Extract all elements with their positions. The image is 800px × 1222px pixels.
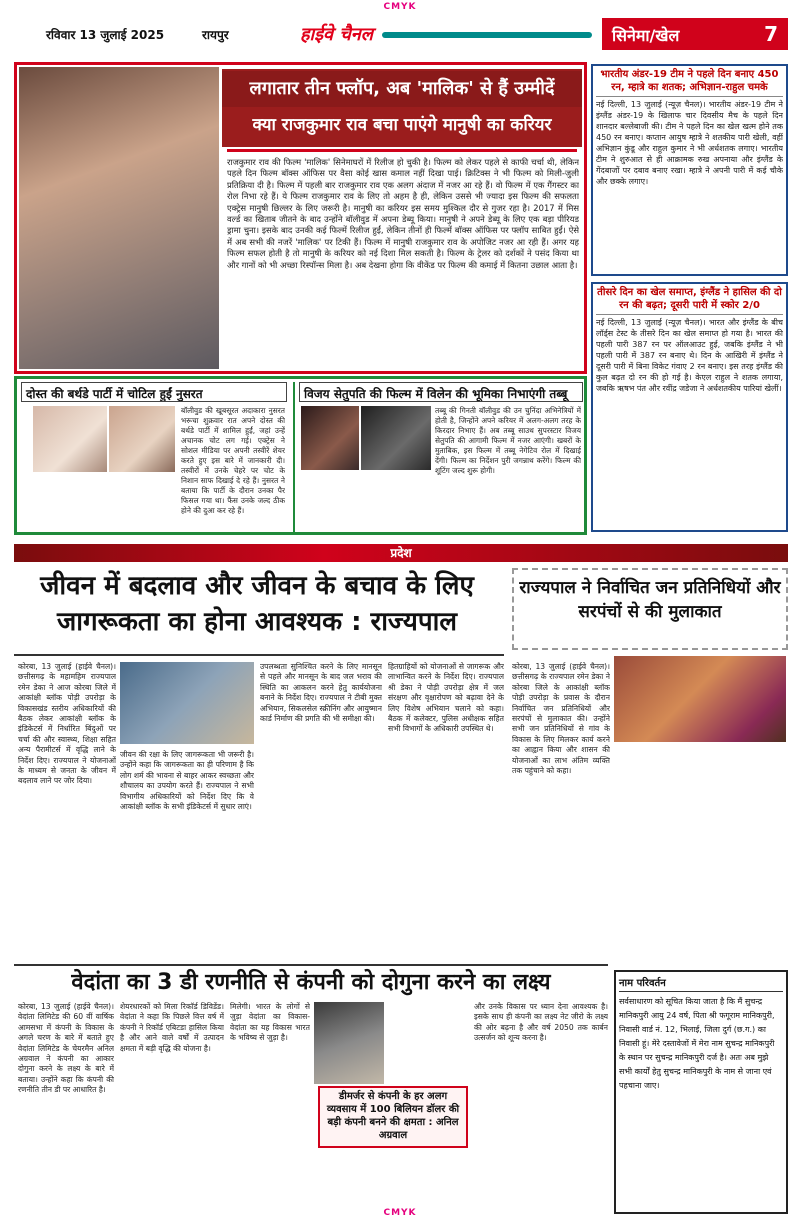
headline-divider [227,149,577,152]
name-change-notice [614,970,788,1214]
tabu-story [293,382,583,532]
pradesh-col-4: हितग्राहियों को योजनाओं से जागरूक और लाभान्वित करने के निर्देश दिए। राज्यपाल श्री डेका ने पोड़ी उपरोड़ा क्षेत्र में जल संरक्षण और वृक्षारोपण को बढ़ावा देने के लिए विशेष अभियान चलाने को कहा। बैठक में कलेक्टर, पुलिस अधीक्षक सहित सभी विभागों के अधिकारी उपस्थित थे। [388,662,504,734]
anil-agarwal-photo [314,1002,384,1084]
pradesh-col-3: उपलब्धता सुनिश्चित करने के लिए मानसून से पहले और मानसून के बाद जल भराव की स्थिति का आकलन करने हेतु कार्ययोजना बनाने के निर्देश दिए। राज्यपाल ने टीबी मुक्त अभियान, सिकलसेल स्क्रीनिंग और आयुष्मान कार्ड निर्माण की प्रगति की भी समीक्षा की। [260,662,382,724]
decorative-bar [382,32,592,38]
notice-title: नाम परिवर्तन [619,975,783,992]
tabu-photo [301,406,359,470]
pradesh-col-2: जीवन की रक्षा के लिए जागरूकता भी जरूरी है। उन्होंने कहा कि जागरूकता का ही परिणाम है कि लोग शर्म की भावना से बाहर आकर स्वच्छता और शौचालय का उपयोग करते हैं। राज्यपाल ने सभी विभागीय अधिकारियों को निर्देश दिए कि वे आकांक्षी ब्लॉक के सभी इंडिकेटर्स में सुधार लाएं। [120,750,254,812]
lead-headline-line1: लगातार तीन फ्लॉप, अब 'मालिक' से हैं उम्मीदें [222,71,582,107]
nusrat-body: बॉलीवुड की खूबसूरत अदाकारा नुसरत भरूचा शुक्रवार रात अपने दोस्त की बर्थडे पार्टी में शामिल हुईं, जहां उन्हें अचानक चोट लग गई। एक्ट्रेस ने सोशल मीडिया पर अपनी तस्वीरें शेयर करते हुए इस बारे में जानकारी दी। तस्वीरों में उनके चेहरे पर चोट के निशान साफ दिखाई दे रहे हैं। नुसरत ने बताया कि पार्टी के दौरान उनका पैर फिसल गया था। फैंस उनके जल्द ठीक होने की दुआ कर रहे हैं। [181,406,285,515]
nusrat-photo [33,406,107,472]
pradesh-side-headline: राज्यपाल ने निर्वाचित जन प्रतिनिधियों और सरपंचों से की मुलाकात [512,568,788,650]
lead-body: राजकुमार राव की फिल्म 'मालिक' सिनेमाघरों में रिलीज हो चुकी है। फिल्म को लेकर पहले से काफी चर्चा थी, लेकिन पहले दिन फिल्म बॉक्स ऑफिस पर वैसा कोई खास कमाल नहीं दिखा पाई। क्रिटिक्स ने भी फिल्म को मिली-जुली प्रतिक्रिया दी है। फिल्म में पहली बार राजकुमार राव एक अलग अंदाज में नजर आ रहे हैं। वो फिल्म में एक गैंगस्टर का रोल निभा रहे हैं। ये फिल्म राजकुमार राव के लिए तो अहम है ही, लेकिन उससे भी ज्यादा इस फिल्म की सफलता एक्ट्रेस मानुषी छिल्लर के लिए जरूरी है। मानुषी का करियर इस समय मुश्किल दौर से गुजर रहा है। 2017 में मिस वर्ल्ड का खिताब जीतने के बाद उन्होंने बॉलीवुड में अपना डेब्यू किया। मानुषी ने अपने डेब्यू के लिए एक बड़ा पीरियड ड्रामा चुना। इसके बाद उनकी कई फिल्में रिलीज हुईं, लेकिन तीनों ही फिल्में बॉक्स ऑफिस पर फ्लॉप साबित हुईं। ऐसे में अब सभी की नजरें 'मालिक' पर टिकी हैं। फिल्म में मानुषी राजकुमार राव के अपोजिट नजर आ रही हैं। अगर यह फिल्म सफल होती है तो मानुषी के करियर को नई दिशा मिल सकती है। फिल्म के ट्रेलर को दर्शकों ने पसंद किया था और गानों को भी अच्छा रिस्पॉन्स मिला है। अब देखना होगा कि वीकेंड पर फिल्म की कमाई में कितना उछाल आता है। [227,157,579,270]
sidebar-body-2: नई दिल्ली, 13 जुलाई (न्यूज़ चैनल)। भारत और इंग्लैंड के बीच लॉर्ड्स टेस्ट के तीसरे दिन का खेल समाप्त हो गया है। भारत की पहली पारी 387 रन पर ऑलआउट हुई, जबकि इंग्लैंड ने भी पहली पारी में 387 रन बनाए थे। दिन के आखिरी में इंग्लैंड ने दूसरी पारी में बिना विकेट गंवाए 2 रन बनाए। इस तरह इंग्लैंड की कुल बढ़त दो रन की हो गई है। केएल राहुल ने शतक लगाया, जबकि ऋषभ पंत और रवींद्र जडेजा ने अर्धशतकीय पारियां खेलीं। [596,318,783,393]
lead-headline [222,69,582,147]
nusrat-story [21,382,287,532]
pull-quote: डीमर्जर से कंपनी के हर अलग व्यवसाय में 100 बिलियन डॉलर की बड़ी कंपनी बनने की क्षमता : अनिल अग्रवाल [318,1086,468,1148]
actress-photo [19,67,219,369]
issue-date: रविवार 13 जुलाई 2025 [46,28,165,42]
sidebar-headline-1: भारतीय अंडर-19 टीम ने पहले दिन बनाए 450 रन, म्हात्रे का शतक; अभिज्ञान-राहुल चमके [596,68,783,97]
pradesh-lead-headline: जीवन में बदलाव और जीवन के बचाव के लिए जागरूकता का होना आवश्यक : राज्यपाल [40,571,474,637]
lead-story [14,62,587,374]
pradesh-banner: प्रदेश [14,544,788,562]
governor-photo [614,656,786,742]
sidebar-body-1: नई दिल्ली, 13 जुलाई (न्यूज़ चैनल)। भारतीय अंडर-19 टीम ने इंग्लैंड अंडर-19 के खिलाफ चार दिवसीय मैच के पहले दिन शानदार बल्लेबाजी की। टीम ने पहले दिन का खेल खत्म होने तक 450 रन बनाए। कप्तान आयुष म्हात्रे ने शतकीय पारी खेली, वहीं अभिज्ञान कुंडू और राहुल कुमार ने भी अर्धशतक लगाए। भारतीय टीम ने शुरुआत से ही आक्रामक रुख अपनाया और इंग्लैंड के गेंदबाजों पर दबाव बनाए रखा। म्हात्रे ने अपनी पारी में कई चौके और छक्के लगाए। [596,100,783,186]
vedanta-col-2: शेयरधारकों को मिला रिकॉर्ड डिविडेंड। वेदांता ने कहा कि पिछले वित्त वर्ष में कंपनी ने रिकॉर्ड एबिटडा हासिल किया है और आने वाले वर्षों में उत्पादन क्षमता में बड़ी वृद्धि की योजना है। [120,1002,224,1053]
entertainment-box [14,376,587,535]
notice-body: सर्वसाधारण को सूचित किया जाता है कि मैं सुचन्द्र मानिकपुरी आयु 24 वर्ष, पिता श्री फगूराम मानिकपुरी, निवासी वार्ड नं. 12, भिलाई, जिला दुर्ग (छ.ग.) का निवासी हूं। मेरे दस्तावेजों में मेरा नाम सुचन्द्र मानिकपुरी के स्थान पर सुचन्द्र मानिकपुरी दर्ज है। अतः अब मुझे सभी कार्यों हेतु सुचन्द्र मानिकपुरी के नाम से जाना एवं पहचाना जाए। [619,997,775,1090]
print-mark-top: CMYK [383,2,417,12]
vedanta-col-4: और उनके विकास पर ध्यान देना आवश्यक है। इसके साथ ही कंपनी का लक्ष्य नेट जीरो के लक्ष्य की ओर बढ़ना है और वर्ष 2050 तक कार्बन उत्सर्जन को शून्य करना है। [474,1002,608,1043]
divider [14,654,504,656]
vijay-photo [361,406,431,470]
page-number: 7 [764,22,778,46]
sidebar-story-2 [591,282,788,532]
sidebar-headline-2: तीसरे दिन का खेल समाप्त, इंग्लैंड ने हासिल की दो रन की बढ़त; दूसरी पारी में स्कोर 2/0 [596,286,783,315]
section-label [602,18,788,50]
pradesh-side-body: कोरबा, 13 जुलाई (हाईवे चैनल)। छत्तीसगढ़ के राज्यपाल रमेन डेका ने कोरबा जिले के आकांक्षी ब्लॉक पोड़ी उपरोड़ा के प्रवास के दौरान निर्वाचित जन प्रतिनिधियों और सरपंचों से मुलाकात की। उन्होंने सभी जन प्रतिनिधियों से गांव के विकास के लिए मिलकर कार्य करने का आह्वान किया और शासन की योजनाओं का लाभ अंतिम व्यक्ति तक पहुंचाने को कहा। [512,662,610,776]
tabu-body: तब्बू की गिनती बॉलीवुड की उन चुनिंदा अभिनेत्रियों में होती है, जिन्होंने अपने करियर में अलग-अलग तरह के किरदार निभाए हैं। अब तब्बू साउथ सुपरस्टार विजय सेतुपति की आगामी फिल्म में नजर आएंगी। खबरों के मुताबिक, इस फिल्म में तब्बू नेगेटिव रोल में दिखाई देंगी। फिल्म का निर्देशन पुरी जगन्नाथ करेंगे। फिल्म की शूटिंग जल्द शुरू होगी। [435,406,581,475]
vedanta-headline: वेदांता का 3 डी रणनीति से कंपनी को दोगुना करने का लक्ष्य [71,970,551,995]
divider [14,964,608,966]
vedanta-col-1: कोरबा, 13 जुलाई (हाईवे चैनल)। वेदांता लिमिटेड की 60 वीं वार्षिक आमसभा में कंपनी के विकास के अगले चरण के बारे में बताते हुए वेदांता लिमिटेड के चेयरमैन अनिल अग्रवाल ने कंपनी का आकार दोगुना करने के लक्ष्य के बारे में बताया। उन्होंने कहा कि कंपनी की रणनीति तीन डी पर आधारित है। [18,1002,114,1095]
city-name: रायपुर [202,28,229,42]
nusrat-photo-2 [109,406,175,472]
brand-logo: हाईवे चैनल [300,24,373,45]
pradesh-col-1: कोरबा, 13 जुलाई (हाईवे चैनल)। छत्तीसगढ़ के महामहिम राज्यपाल रमेन डेका ने आज कोरबा जिले में आकांक्षी ब्लॉक पोड़ी उपरोड़ा के विकासखंड स्तरीय अधिकारियों की बैठक लेकर आकांक्षी ब्लॉक के इंडिकेटर्स में निर्धारित बिंदुओं पर चर्चा की और स्वास्थ्य, शिक्षा सहित अन्य पैरामीटर्स में वृद्धि लाने के निर्देश दिए। राज्यपाल ने योजनाओं के माध्यम से जनता के जीवन में बदलाव लाने पर जोर दिया। [18,662,116,786]
section-name: सिनेमा/खेल [612,26,680,45]
meeting-photo [120,662,254,744]
lead-headline-line2: क्या राजकुमार राव बचा पाएंगे मानुषी का करियर [252,115,552,135]
sidebar-story-1 [591,64,788,276]
masthead [12,18,788,58]
print-mark-bottom: CMYK [383,1208,417,1218]
tabu-headline: विजय सेतुपति की फिल्म में विलेन की भूमिका निभाएंगी तब्बू [299,382,583,402]
nusrat-headline: दोस्त की बर्थडे पार्टी में चोटिल हुईं नुसरत [21,382,287,402]
vedanta-col-3: मिलेगी। भारत के लोगों से जुड़ा वेदांता का विकास- वेदांता का यह विकास भारत के भविष्य से जुड़ा है। [230,1002,310,1043]
